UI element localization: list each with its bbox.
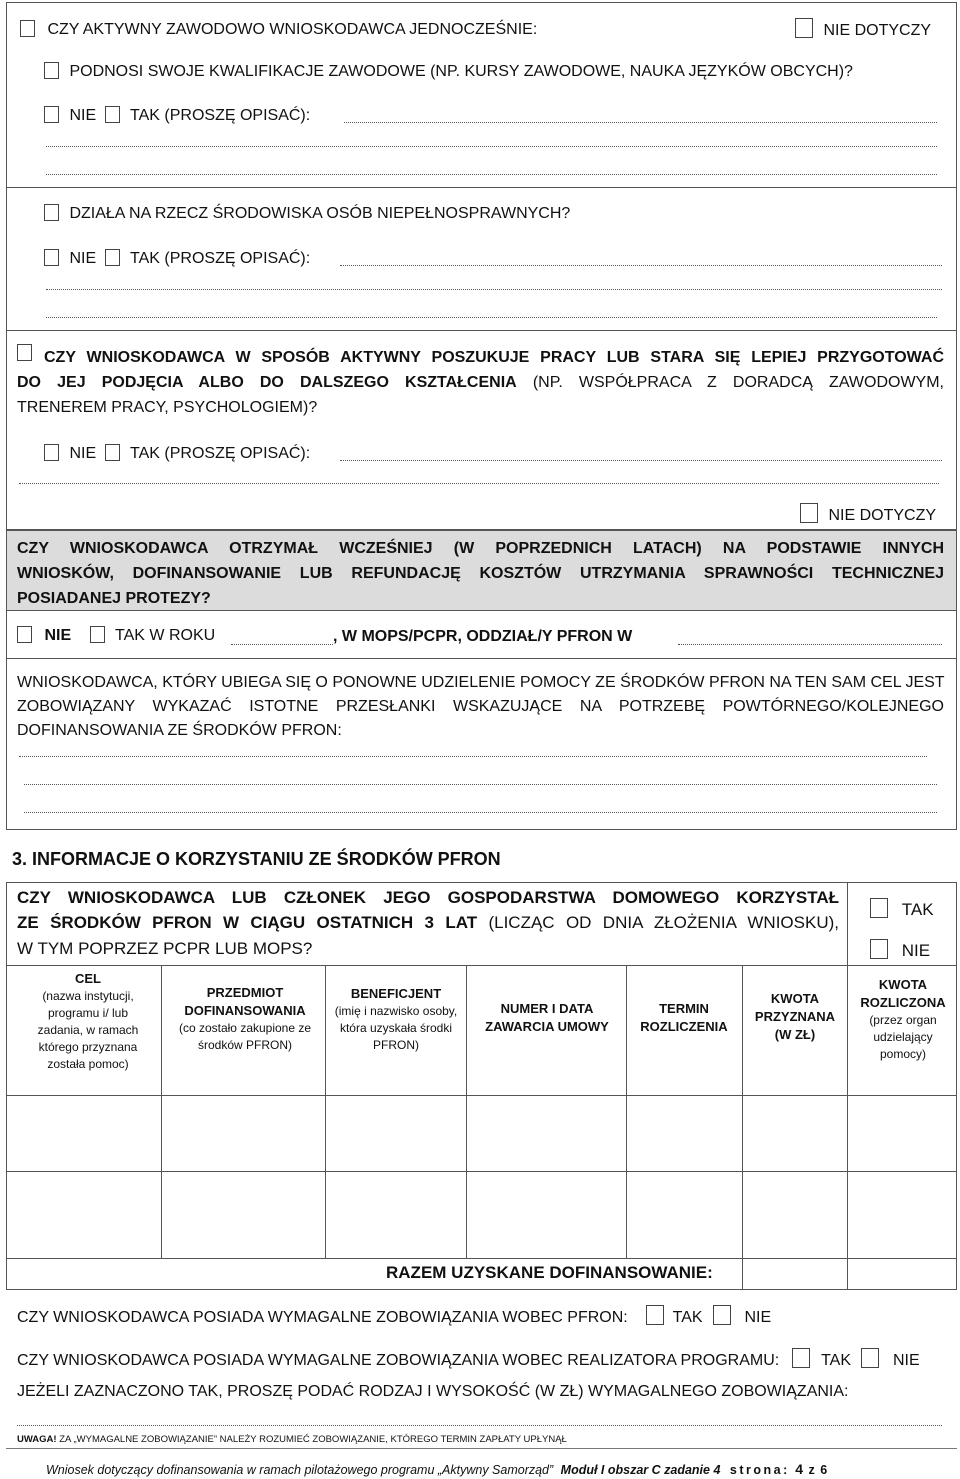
q1-checkbox[interactable] <box>44 62 59 79</box>
obligations-details-line[interactable] <box>17 1425 942 1426</box>
table-header-umowa-title: NUMER I DATA ZAWARCIA UMOWY <box>485 1001 609 1034</box>
footer-page-number: 4 <box>795 1461 804 1477</box>
footer-divider <box>6 1448 957 1449</box>
q1-nie-checkbox[interactable] <box>44 106 59 123</box>
q3-row <box>17 344 32 363</box>
obligations-note <box>17 1434 567 1445</box>
table-header-kwota-rozliczona-desc: (przez organ udzielający pomocy) <box>869 1013 937 1061</box>
prosthesis-tak-checkbox[interactable] <box>90 626 105 643</box>
q1-description-line[interactable] <box>344 122 937 123</box>
nie-dotyczy-row <box>795 18 931 40</box>
q3-description-line[interactable] <box>19 483 939 484</box>
divider <box>6 610 957 611</box>
section3-nie-label: NIE <box>901 941 931 960</box>
section3-q-line3: W TYM POPRZEZ PCPR LUB MOPS? <box>17 939 313 958</box>
repeat-line1: WNIOSKODAWCA, KTÓRY UBIEGA SIĘ O PONOWNE UDZIELENIE POMOCY ZE ŚRODKÓW PFRON NA TEN SAM CEL JEST <box>17 674 945 691</box>
divider <box>6 658 957 659</box>
table-row[interactable] <box>7 1096 956 1170</box>
q3-nie-checkbox[interactable] <box>44 444 59 461</box>
table-header-kwota-przyznana-title: KWOTA PRZYZNANA (W ZŁ) <box>754 991 836 1042</box>
obligations-realizator-nie-checkbox[interactable] <box>861 1348 879 1368</box>
prosthesis-q-line2: WNIOSKÓW, DOFINANSOWANIE LUB REFUNDACJĘ KOSZTÓW UTRZYMANIA SPRAWNOŚCI TECHNICZNEJ <box>17 565 944 582</box>
table-header-beneficjent-title: BENEFICJENT <box>350 986 442 1001</box>
q1-note: (NP. KURSY ZAWODOWE, NAUKA JĘZYKÓW OBCYCH)? <box>425 63 853 80</box>
q1-description-line[interactable] <box>46 146 937 147</box>
q2-description-line[interactable] <box>46 317 937 318</box>
q3-line2-rest: (NP. WSPÓŁPRACA Z DORADCĄ ZAWODOWYM, <box>516 374 945 391</box>
q3-line3: TRENEREM PRACY, PSYCHOLOGIEM)? <box>17 399 318 416</box>
total-przyznana-cell[interactable] <box>743 1259 846 1289</box>
q3-tak-label: TAK (PROSZĘ OPISAĆ): <box>130 445 311 462</box>
table-header-beneficjent <box>333 985 459 1054</box>
q1-answer-row <box>44 106 310 125</box>
obligations-pfron-row <box>17 1305 771 1327</box>
table-header-kwota-rozliczona-title: KWOTA ROZLICZONA <box>860 977 946 1010</box>
table-header-kwota-rozliczona <box>855 976 951 1063</box>
obligations-pfron-question: CZY WNIOSKODAWCA POSIADA WYMAGALNE ZOBOWIĄZANIA WOBEC PFRON: <box>17 1309 628 1326</box>
q1-tak-checkbox[interactable] <box>105 106 120 123</box>
divider <box>6 965 957 966</box>
table-header-cel-desc: (nazwa instytucji, programu i/ lub zadania, w ramach którego przyznana została pomoc) <box>37 989 139 1071</box>
repeat-justification-line[interactable] <box>24 784 937 785</box>
table-row[interactable] <box>7 1172 956 1257</box>
q2-description-line[interactable] <box>46 289 942 290</box>
q1-row <box>44 62 853 81</box>
note-text: ZA „WYMAGALNE ZOBOWIĄZANIE” NALEŻY ROZUMIEĆ ZOBOWIĄZANIE, KTÓREGO TERMIN ZAPŁATY UPŁYNĄŁ <box>56 1434 567 1445</box>
nie-dotyczy-checkbox[interactable] <box>795 18 813 38</box>
q3-line2-bold: DO JEJ PODJĘCIA ALBO DO DALSZEGO KSZTAŁCENIA <box>17 374 517 391</box>
section3-q-line2 <box>17 913 839 933</box>
nie-dotyczy-label: NIE DOTYCZY <box>823 22 932 39</box>
divider <box>6 330 957 331</box>
question-active-row <box>20 20 537 39</box>
table-header-kwota-przyznana <box>750 990 840 1044</box>
q1-tak-label: TAK (PROSZĘ OPISAĆ): <box>130 107 311 124</box>
footer-of-label: z <box>808 1463 815 1477</box>
table-header-termin <box>636 1000 732 1036</box>
question-active: CZY AKTYWNY ZAWODOWO WNIOSKODAWCA JEDNOCZEŚNIE: <box>47 21 538 38</box>
q3-checkbox[interactable] <box>17 344 32 361</box>
prosthesis-nie-label: NIE <box>44 627 72 644</box>
table-header-cel <box>24 970 152 1073</box>
q2-tak-checkbox[interactable] <box>105 249 120 266</box>
section3-tak-label: TAK <box>901 900 934 919</box>
total-rozliczona-cell[interactable] <box>848 1259 956 1289</box>
q2-nie-checkbox[interactable] <box>44 249 59 266</box>
divider <box>6 187 957 188</box>
q3-answer-row <box>44 444 310 463</box>
table-header-przedmiot-title: PRZEDMIOT DOFINANSOWANIA <box>184 985 306 1018</box>
footer-text: Wniosek dotyczący dofinansowania w ramach pilotażowego programu „Aktywny Samorząd” <box>46 1463 554 1477</box>
prosthesis-nie-dotyczy-label: NIE DOTYCZY <box>828 507 937 524</box>
table-header-umowa <box>477 1000 617 1036</box>
obligations-pfron-nie-checkbox[interactable] <box>713 1305 731 1325</box>
q2-description-line[interactable] <box>340 265 942 266</box>
q2-answer-row <box>44 249 310 268</box>
section3-q-line1: CZY WNIOSKODAWCA LUB CZŁONEK JEGO GOSPODARSTWA DOMOWEGO KORZYSTAŁ <box>17 888 839 907</box>
prosthesis-year-field[interactable] <box>231 644 333 645</box>
repeat-justification-line[interactable] <box>24 812 937 813</box>
q2-label: DZIAŁA NA RZECZ ŚRODOWISKA OSÓB NIEPEŁNOSPRAWNYCH? <box>69 205 571 222</box>
obligations-realizator-nie-label: NIE <box>892 1352 920 1369</box>
divider <box>847 882 848 965</box>
prosthesis-q-line3: POSIADANEJ PROTEZY? <box>17 590 211 607</box>
prosthesis-q-line1: CZY WNIOSKODAWCA OTRZYMAŁ WCZEŚNIEJ (W POPRZEDNICH LATACH) NA PODSTAWIE INNYCH <box>17 540 944 557</box>
q3-line2 <box>17 374 944 392</box>
q2-nie-label: NIE <box>69 250 97 267</box>
obligations-realizator-tak-label: TAK <box>821 1352 852 1369</box>
note-warning-label: UWAGA! <box>17 1434 57 1445</box>
q2-row <box>44 204 570 223</box>
prosthesis-nie-dotyczy-row <box>800 503 936 525</box>
q2-tak-label: TAK (PROSZĘ OPISAĆ): <box>130 250 311 267</box>
section3-q-line2-rest: (LICZĄC OD DNIA ZŁOŻENIA WNIOSKU), <box>477 913 839 932</box>
q2-checkbox[interactable] <box>44 204 59 221</box>
table-header-przedmiot <box>172 984 318 1054</box>
obligations-pfron-tak-checkbox[interactable] <box>646 1305 664 1325</box>
repeat-justification-line[interactable] <box>19 756 927 757</box>
q3-description-line[interactable] <box>340 460 942 461</box>
q3-nie-label: NIE <box>69 445 97 462</box>
prosthesis-nie-dotyczy-checkbox[interactable] <box>800 503 818 523</box>
total-label: RAZEM UZYSKANE DOFINANSOWANIE: <box>386 1263 713 1282</box>
q1-label: PODNOSI SWOJE KWALIFIKACJE ZAWODOWE <box>69 63 426 80</box>
obligations-realizator-row <box>17 1348 920 1370</box>
q3-line1: CZY WNIOSKODAWCA W SPOSÓB AKTYWNY POSZUKUJE PRACY LUB STARA SIĘ LEPIEJ PRZYGOTOWAĆ <box>44 349 944 366</box>
table-header-termin-title: TERMIN ROZLICZENIA <box>640 1001 728 1034</box>
prosthesis-tak-label: TAK W ROKU <box>115 627 216 644</box>
prosthesis-office-field[interactable] <box>678 644 942 645</box>
obligations-pfron-tak-label: TAK <box>672 1309 703 1326</box>
section3-q-line2-bold: ZE ŚRODKÓW PFRON W CIĄGU OSTATNICH 3 LAT <box>17 913 478 932</box>
active-checkbox[interactable] <box>20 20 35 37</box>
footer <box>46 1461 827 1477</box>
q3-tak-checkbox[interactable] <box>105 444 120 461</box>
obligations-pfron-nie-label: NIE <box>744 1309 772 1326</box>
q1-description-line[interactable] <box>46 174 937 175</box>
obligations-realizator-question: CZY WNIOSKODAWCA POSIADA WYMAGALNE ZOBOWIĄZANIA WOBEC REALIZATORA PROGRAMU: <box>17 1352 780 1369</box>
section3-tak-row <box>870 898 934 920</box>
table-header-cel-title: CEL <box>75 971 101 986</box>
section3-nie-checkbox[interactable] <box>870 939 888 959</box>
table-header-beneficjent-desc: (imię i nazwisko osoby, która uzyskała środki PFRON) <box>334 1004 458 1052</box>
footer-total-pages: 6 <box>820 1463 828 1477</box>
prosthesis-nie-checkbox[interactable] <box>17 626 32 643</box>
footer-module: Moduł I obszar C zadanie 4 <box>560 1463 721 1477</box>
obligations-realizator-tak-checkbox[interactable] <box>792 1348 810 1368</box>
table-header-przedmiot-desc: (co zostało zakupione ze środków PFRON) <box>178 1021 312 1052</box>
section3-nie-row <box>870 939 930 961</box>
repeat-line2: ZOBOWIĄZANY WYKAZAĆ ISTOTNE PRZESŁANKI WSKAZUJĄCE NA POTRZEBĘ POWTÓRNEGO/KOLEJNEGO <box>17 698 944 715</box>
section3-tak-checkbox[interactable] <box>870 898 888 918</box>
section3-heading: 3. INFORMACJE O KORZYSTANIU ZE ŚRODKÓW PFRON <box>12 849 501 869</box>
obligations-if-yes: JEŻELI ZAZNACZONO TAK, PROSZĘ PODAĆ RODZAJ I WYSOKOŚĆ (W ZŁ) WYMAGALNEGO ZOBOWIĄZANIA: <box>17 1383 849 1400</box>
q1-nie-label: NIE <box>69 107 97 124</box>
prosthesis-mops-label: , W MOPS/PCPR, ODDZIAŁ/Y PFRON W <box>333 628 633 645</box>
footer-strona-label: strona: <box>729 1463 790 1477</box>
repeat-line3: DOFINANSOWANIA ZE ŚRODKÓW PFRON: <box>17 722 342 739</box>
prosthesis-answer-row <box>17 626 215 645</box>
